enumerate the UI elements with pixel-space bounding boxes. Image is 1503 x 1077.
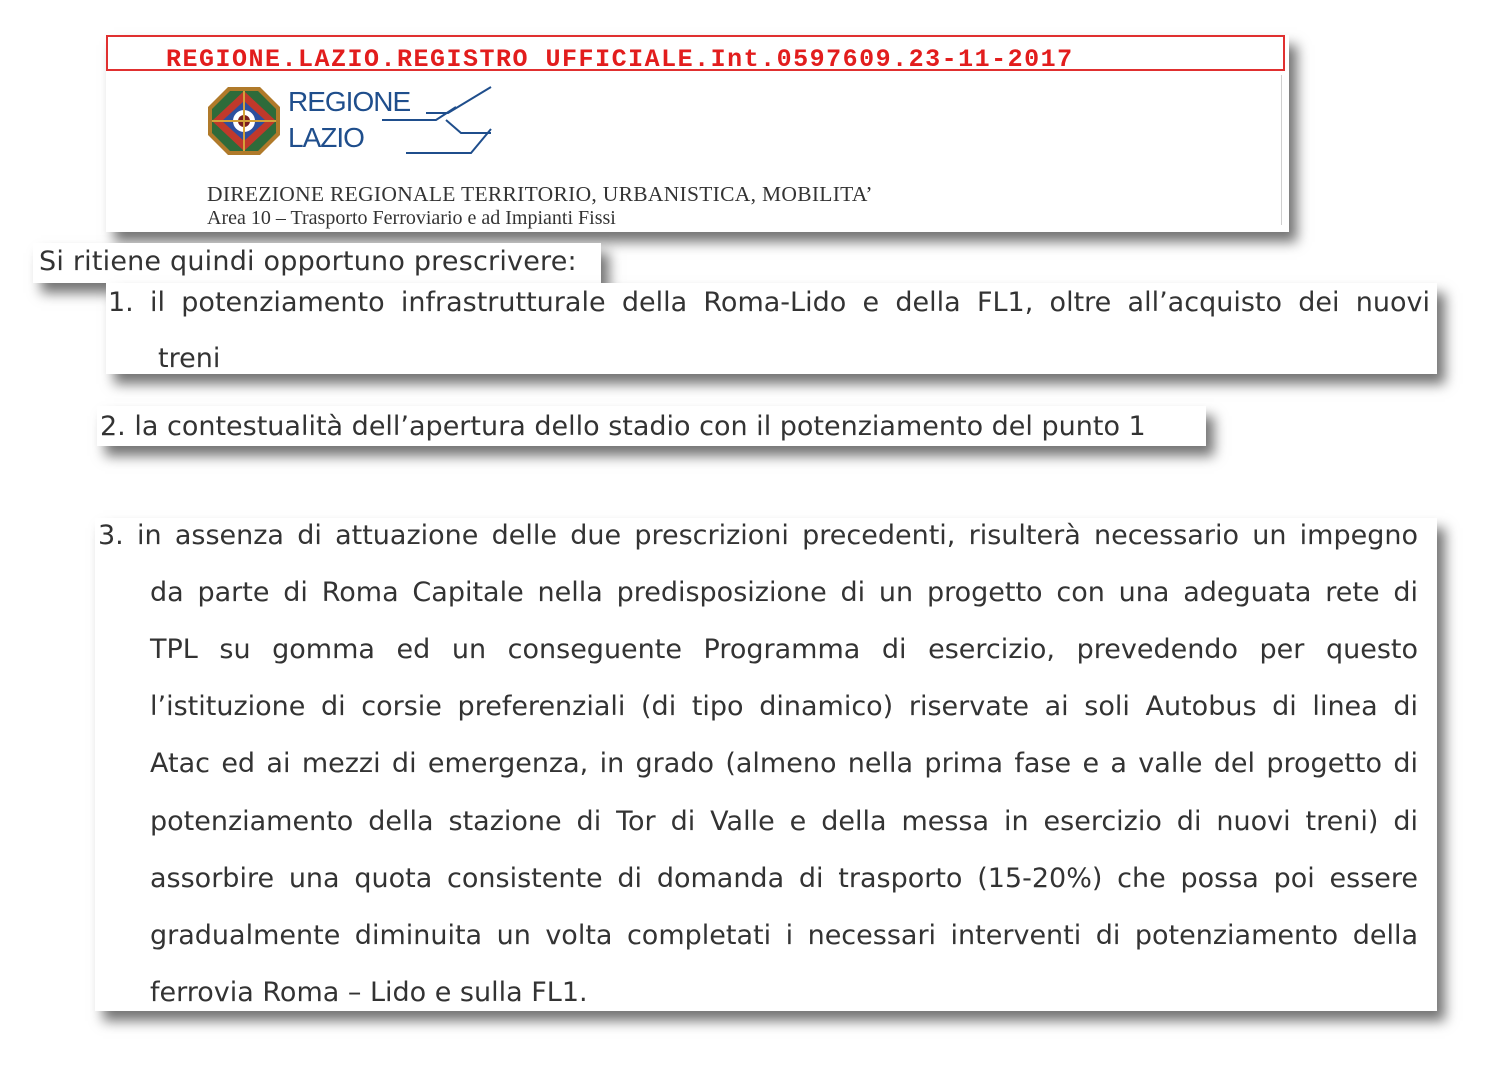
item-line: da parte di Roma Capitale nella predisposizione di un progetto con una adeguata rete di [150,577,1418,608]
logo-line1: REGIONE [288,86,411,117]
registry-stamp: REGIONE.LAZIO.REGISTRO UFFICIALE.Int.0597609.23-11-2017 [166,45,1074,74]
item-line: 1. il potenziamento infrastrutturale della Roma-Lido e della FL1, oltre all’acquisto dei nuovi [108,287,1430,318]
regione-lazio-wordmark [286,83,496,157]
area-subheading: Area 10 – Trasporto Ferroviario e ad Impianti Fissi [207,207,616,229]
registry-stamp-box [106,35,1285,74]
prescription-item-3 [95,518,1437,1011]
direzione-heading: DIREZIONE REGIONALE TERRITORIO, URBANISTICA, MOBILITA’ [207,182,873,206]
item-line: l’istituzione di corsie preferenziali (di tipo dinamico) riservate ai soli Autobus di linea di [150,691,1418,722]
item-line: treni [158,343,221,374]
item-line: ferrovia Roma – Lido e sulla FL1. [150,977,588,1008]
item-line: potenziamento della stazione di Tor di Valle e della messa in esercizio di nuovi treni) di [150,806,1418,837]
letterhead [106,35,1289,232]
item-line: 3. in assenza di attuazione delle due prescrizioni precedenti, risulterà necessario un impegno [98,520,1418,551]
prescription-item-1 [106,283,1437,374]
item-line: Atac ed ai mezzi di emergenza, in grado (almeno nella prima fase e a valle del progetto di [150,748,1418,779]
intro-excerpt [33,243,601,283]
prescription-item-2 [97,406,1206,446]
item-line: gradualmente diminuita un volta completati i necessari interventi di potenziamento della [150,920,1418,951]
item-line: assorbire una quota consistente di domanda di trasporto (15-20%) che possa poi essere [150,863,1418,894]
intro-text: Si ritiene quindi opportuno prescrivere: [39,246,577,277]
logo-line2: LAZIO [288,122,364,153]
divider [1281,75,1282,225]
item-line: TPL su gomma ed un conseguente Programma di esercizio, prevedendo per questo [150,634,1418,665]
regione-lazio-emblem-icon [206,85,282,157]
item-line: 2. la contestualità dell’apertura dello stadio con il potenziamento del punto 1 [100,411,1146,442]
